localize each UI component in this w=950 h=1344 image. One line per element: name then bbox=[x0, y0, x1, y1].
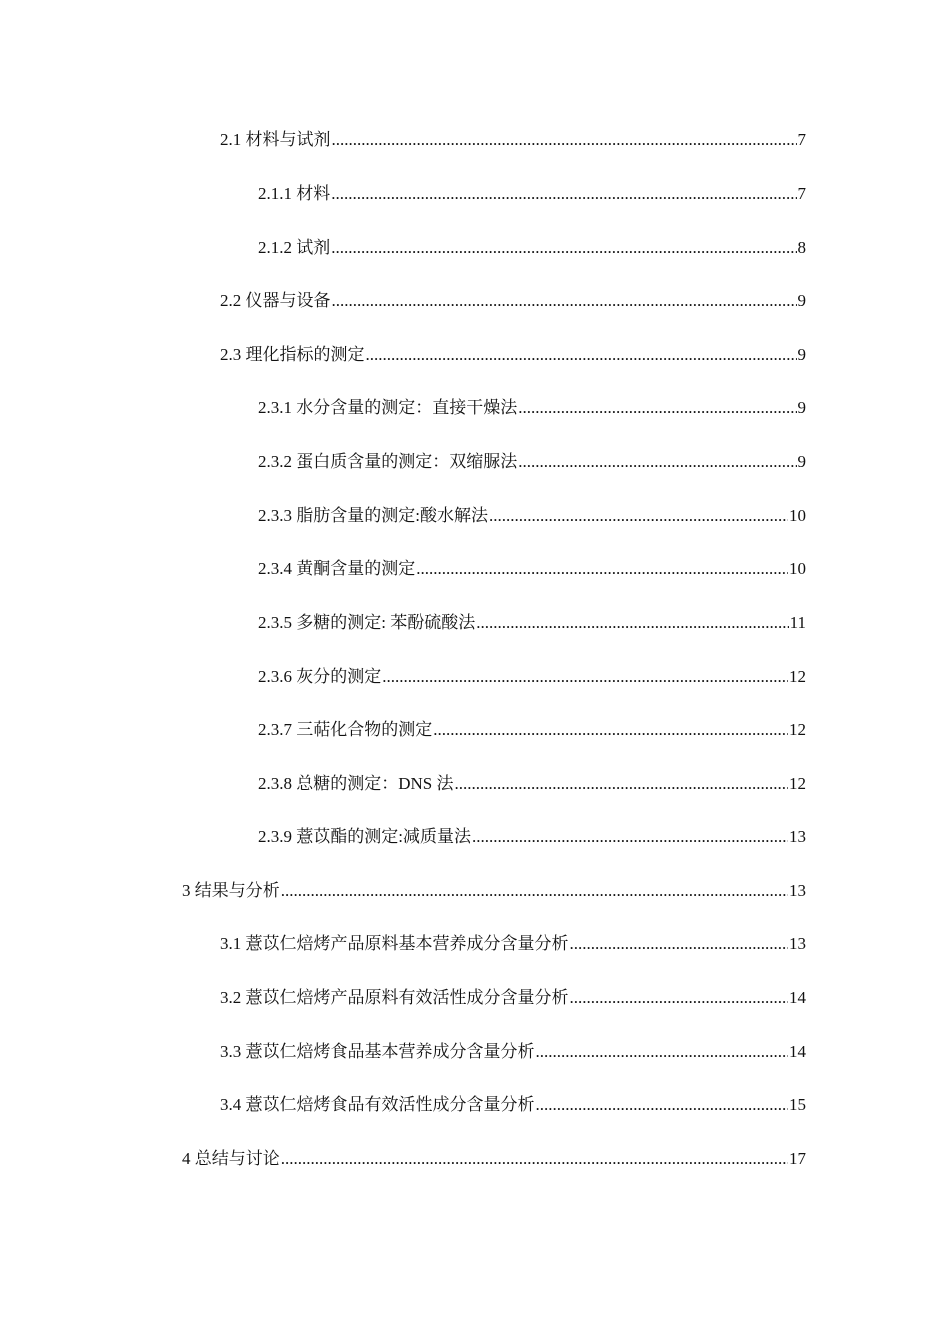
toc-entry-label: 3.1 薏苡仁焙烤产品原料基本营养成分含量分析 bbox=[220, 934, 569, 953]
toc-entry-page-number: 12 bbox=[789, 720, 806, 739]
toc-entry-4[interactable] bbox=[182, 1148, 806, 1170]
toc-dot-leader bbox=[433, 719, 788, 741]
toc-dot-leader bbox=[332, 129, 797, 151]
toc-entry-label: 2.1.1 材料 bbox=[258, 184, 331, 203]
toc-entry-2-1[interactable] bbox=[220, 129, 806, 151]
toc-dot-leader bbox=[536, 1094, 789, 1116]
toc-dot-leader bbox=[281, 880, 788, 902]
toc-entry-2-3-9[interactable] bbox=[258, 826, 806, 848]
toc-entry-label: 2.3.2 蛋白质含量的测定：双缩脲法 bbox=[258, 452, 518, 471]
toc-entry-page-number: 14 bbox=[789, 1042, 806, 1061]
toc-entry-2-3-7[interactable] bbox=[258, 719, 806, 741]
toc-entry-page-number: 15 bbox=[789, 1095, 806, 1114]
toc-entry-label: 3.4 薏苡仁焙烤食品有效活性成分含量分析 bbox=[220, 1095, 535, 1114]
toc-dot-leader bbox=[455, 773, 788, 795]
toc-dot-leader bbox=[518, 451, 796, 473]
toc-dot-leader bbox=[332, 290, 797, 312]
toc-dot-leader bbox=[331, 237, 796, 259]
toc-entry-label: 2.3.5 多糖的测定: 苯酚硫酸法 bbox=[258, 613, 476, 632]
toc-dot-leader bbox=[570, 987, 789, 1009]
toc-entry-page-number: 7 bbox=[797, 184, 806, 203]
toc-entry-page-number: 17 bbox=[789, 1149, 806, 1168]
toc-entry-3-1[interactable] bbox=[220, 933, 806, 955]
toc-entry-page-number: 13 bbox=[789, 881, 806, 900]
toc-entry-label: 2.1.2 试剂 bbox=[258, 238, 331, 257]
toc-entry-label: 3.3 薏苡仁焙烤食品基本营养成分含量分析 bbox=[220, 1042, 535, 1061]
toc-entry-page-number: 10 bbox=[789, 506, 806, 525]
toc-entry-page-number: 9 bbox=[797, 452, 806, 471]
toc-entry-label: 2.3.3 脂肪含量的测定:酸水解法 bbox=[258, 506, 488, 525]
toc-entry-page-number: 11 bbox=[789, 613, 806, 632]
toc-entry-page-number: 14 bbox=[789, 988, 806, 1007]
toc-entry-2-2[interactable] bbox=[220, 290, 806, 312]
toc-entry-page-number: 13 bbox=[789, 934, 806, 953]
toc-entry-2-3[interactable] bbox=[220, 344, 806, 366]
toc-entry-page-number: 9 bbox=[797, 291, 806, 310]
toc-entry-label: 2.2 仪器与设备 bbox=[220, 291, 331, 310]
toc-entry-2-3-1[interactable] bbox=[258, 397, 806, 419]
toc-entry-page-number: 9 bbox=[797, 345, 806, 364]
toc-dot-leader bbox=[489, 505, 788, 527]
toc-entry-3-3[interactable] bbox=[220, 1041, 806, 1063]
toc-entry-page-number: 13 bbox=[789, 827, 806, 846]
toc-entry-label: 3.2 薏苡仁焙烤产品原料有效活性成分含量分析 bbox=[220, 988, 569, 1007]
toc-entry-2-1-2[interactable] bbox=[258, 237, 806, 259]
toc-entry-label: 3 结果与分析 bbox=[182, 881, 280, 900]
toc-entry-page-number: 12 bbox=[789, 774, 806, 793]
toc-dot-leader bbox=[472, 826, 788, 848]
toc-dot-leader bbox=[518, 397, 796, 419]
toc-dot-leader bbox=[281, 1148, 788, 1170]
toc-dot-leader bbox=[331, 183, 796, 205]
toc-entry-label: 2.3.1 水分含量的测定：直接干燥法 bbox=[258, 398, 518, 417]
toc-entry-3-2[interactable] bbox=[220, 987, 806, 1009]
toc-entry-3[interactable] bbox=[182, 880, 806, 902]
toc-entry-label: 2.1 材料与试剂 bbox=[220, 130, 331, 149]
toc-entry-page-number: 7 bbox=[797, 130, 806, 149]
toc-entry-label: 2.3.7 三萜化合物的测定 bbox=[258, 720, 433, 739]
toc-entry-2-1-1[interactable] bbox=[258, 183, 806, 205]
toc-entry-label: 2.3.8 总糖的测定：DNS 法 bbox=[258, 774, 454, 793]
toc-entry-2-3-5[interactable] bbox=[258, 612, 806, 634]
toc-dot-leader bbox=[536, 1041, 789, 1063]
toc-entry-2-3-4[interactable] bbox=[258, 558, 806, 580]
toc-dot-leader bbox=[570, 933, 789, 955]
toc-entry-page-number: 8 bbox=[797, 238, 806, 257]
toc-dot-leader bbox=[366, 344, 797, 366]
toc-entry-label: 2.3.4 黄酮含量的测定 bbox=[258, 559, 416, 578]
toc-entry-2-3-6[interactable] bbox=[258, 666, 806, 688]
toc-entry-label: 2.3 理化指标的测定 bbox=[220, 345, 365, 364]
toc-entry-2-3-3[interactable] bbox=[258, 505, 806, 527]
toc-entry-2-3-2[interactable] bbox=[258, 451, 806, 473]
toc-entry-2-3-8[interactable] bbox=[258, 773, 806, 795]
toc-entry-label: 2.3.9 薏苡酯的测定:减质量法 bbox=[258, 827, 471, 846]
toc-dot-leader bbox=[416, 558, 788, 580]
toc-dot-leader bbox=[476, 612, 788, 634]
toc-entry-page-number: 9 bbox=[797, 398, 806, 417]
toc-entry-page-number: 12 bbox=[789, 667, 806, 686]
toc-entry-page-number: 10 bbox=[789, 559, 806, 578]
toc-entry-label: 4 总结与讨论 bbox=[182, 1149, 280, 1168]
toc-entry-label: 2.3.6 灰分的测定 bbox=[258, 667, 382, 686]
toc-dot-leader bbox=[382, 666, 788, 688]
toc-entry-3-4[interactable] bbox=[220, 1094, 806, 1116]
